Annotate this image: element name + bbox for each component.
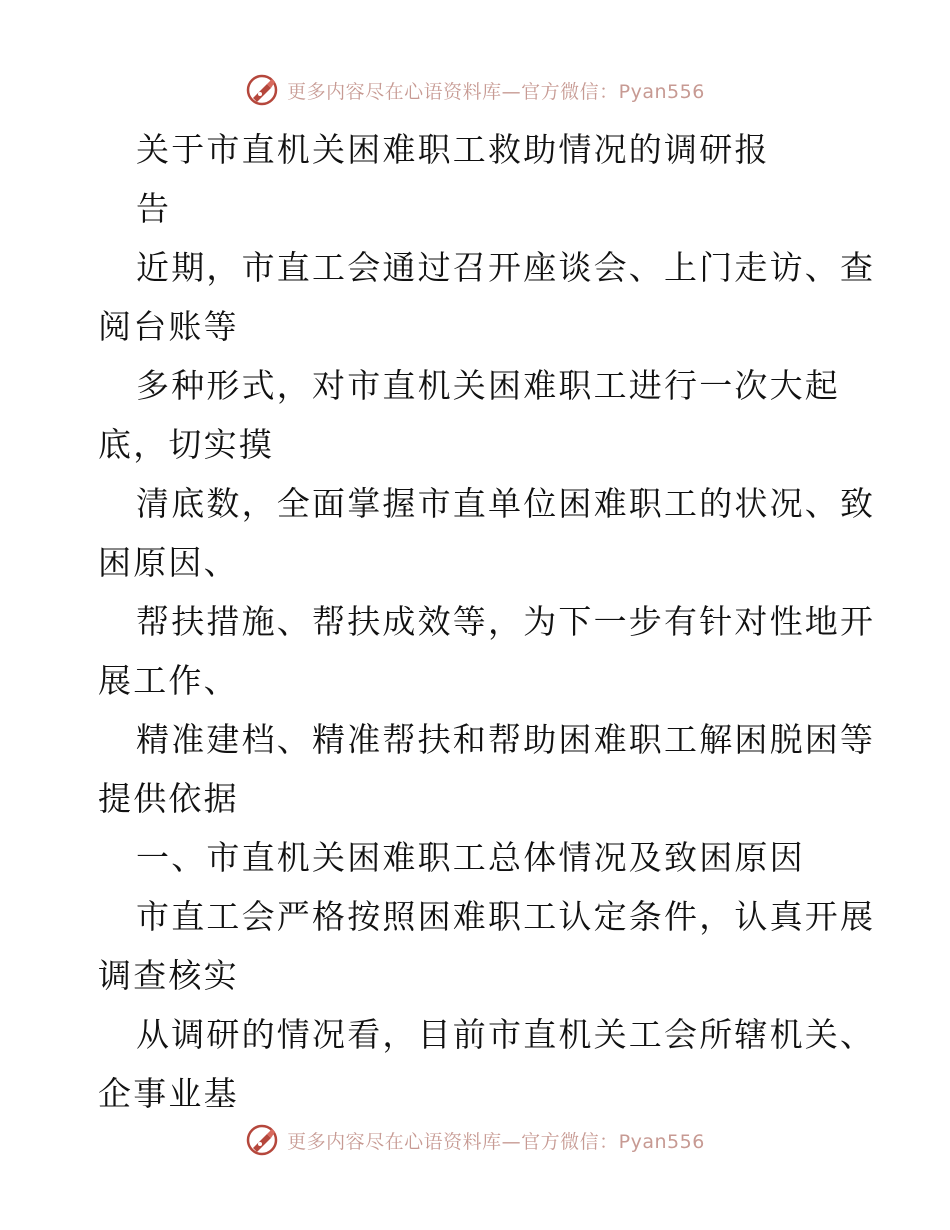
text-line: 清底数，全面掌握市直单位困难职工的状况、致 [136, 484, 876, 523]
text-line: 帮扶措施、帮扶成效等，为下一步有针对性地开 [136, 602, 876, 641]
header-watermark [0, 70, 950, 110]
text-line: 市直工会严格按照困难职工认定条件，认真开展 [136, 897, 876, 936]
text-line: 关于市直机关困难职工救助情况的调研报 [136, 130, 770, 169]
pen-logo-icon [245, 1123, 279, 1157]
footer-watermark [0, 1120, 950, 1160]
pen-logo-icon [245, 73, 279, 107]
text-line: 展工作、 [98, 661, 239, 700]
text-line: 从调研的情况看，目前市直机关工会所辖机关、 [136, 1015, 876, 1054]
text-line: 企事业基 [98, 1074, 239, 1113]
text-line: 底，切实摸 [98, 425, 274, 464]
text-line: 近期，市直工会通过召开座谈会、上门走访、查 [136, 248, 876, 287]
footer-watermark-text: 更多内容尽在心语资料库—官方微信：Pyan556 [287, 1130, 705, 1153]
text-line: 精准建档、精准帮扶和帮助困难职工解困脱困等 [136, 720, 876, 759]
document-lines [98, 120, 876, 1123]
document-body [98, 120, 876, 1123]
text-line: 阅台账等 [98, 307, 239, 346]
text-line: 提供依据 [98, 779, 239, 818]
text-line: 多种形式，对市直机关困难职工进行一次大起 [136, 366, 840, 405]
text-line: 调查核实 [98, 956, 239, 995]
text-line: 告 [136, 189, 172, 228]
text-line: 一、市直机关困难职工总体情况及致困原因 [136, 838, 805, 877]
text-line: 困原因、 [98, 543, 239, 582]
header-watermark-text: 更多内容尽在心语资料库—官方微信：Pyan556 [287, 80, 705, 103]
